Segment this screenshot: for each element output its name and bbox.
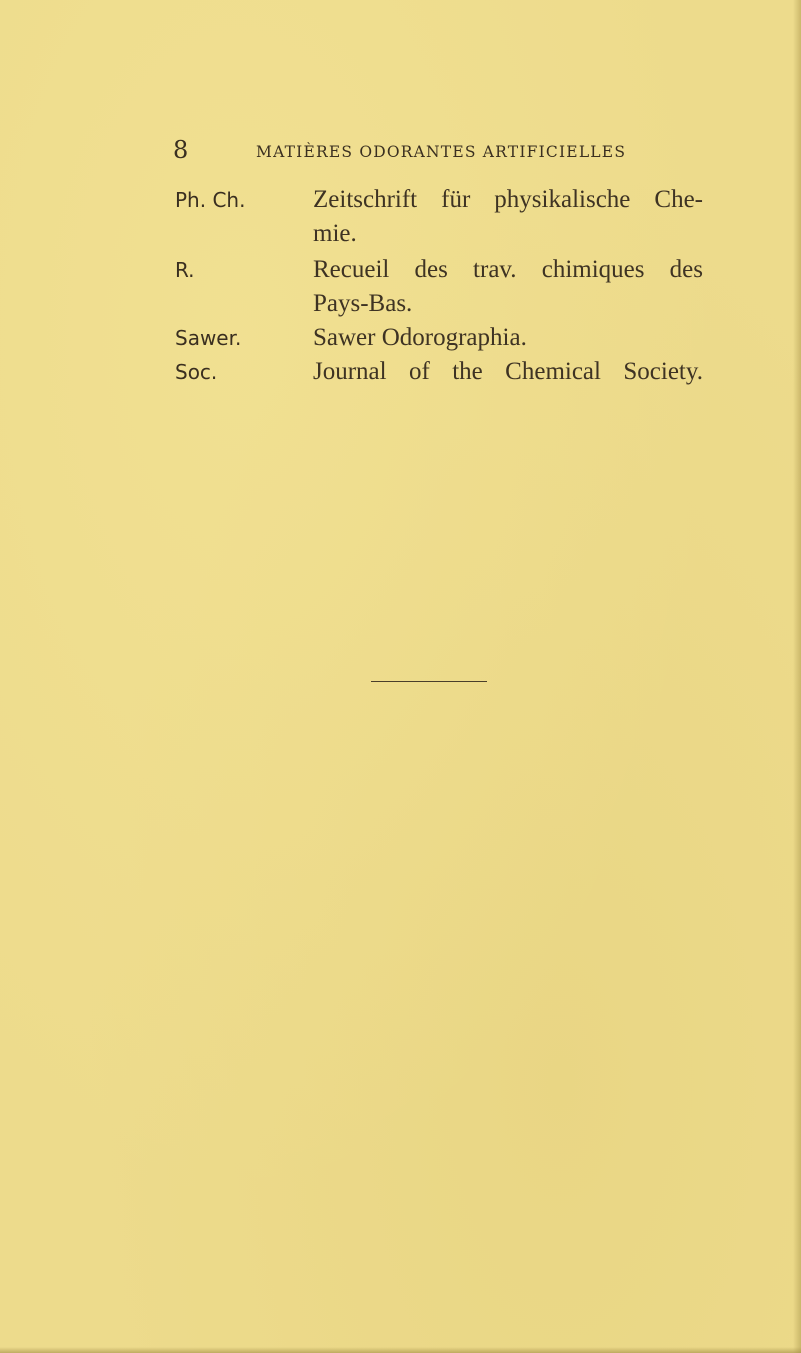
journal-title-line: Recueil des trav. chimiques des: [313, 256, 703, 283]
page-edge: [793, 0, 801, 1353]
running-title: MATIÈRES ODORANTES ARTIFICIELLES: [256, 143, 627, 161]
abbreviation: Soc.: [175, 360, 218, 384]
abbreviation: Ph. Ch.: [175, 188, 246, 212]
page-bottom-edge: [0, 1347, 801, 1353]
page-header: [0, 136, 801, 166]
journal-title-line: mie.: [313, 220, 357, 247]
journal-title: [313, 253, 703, 321]
section-divider: [371, 681, 487, 682]
journal-title-line: Journal of the Chemical Society.: [313, 358, 703, 385]
abbreviation: Sawer.: [175, 326, 242, 350]
journal-title-line: Pays-Bas.: [313, 290, 413, 317]
journal-title-line: Zeitschrift für physikalische Che-: [313, 186, 703, 213]
journal-title-line: Sawer Odorographia.: [313, 324, 527, 351]
abbreviation: R.: [175, 258, 195, 282]
page-number: 8: [173, 136, 189, 164]
journal-title: [313, 355, 703, 389]
journal-title: [313, 321, 703, 355]
journal-title: [313, 183, 703, 251]
